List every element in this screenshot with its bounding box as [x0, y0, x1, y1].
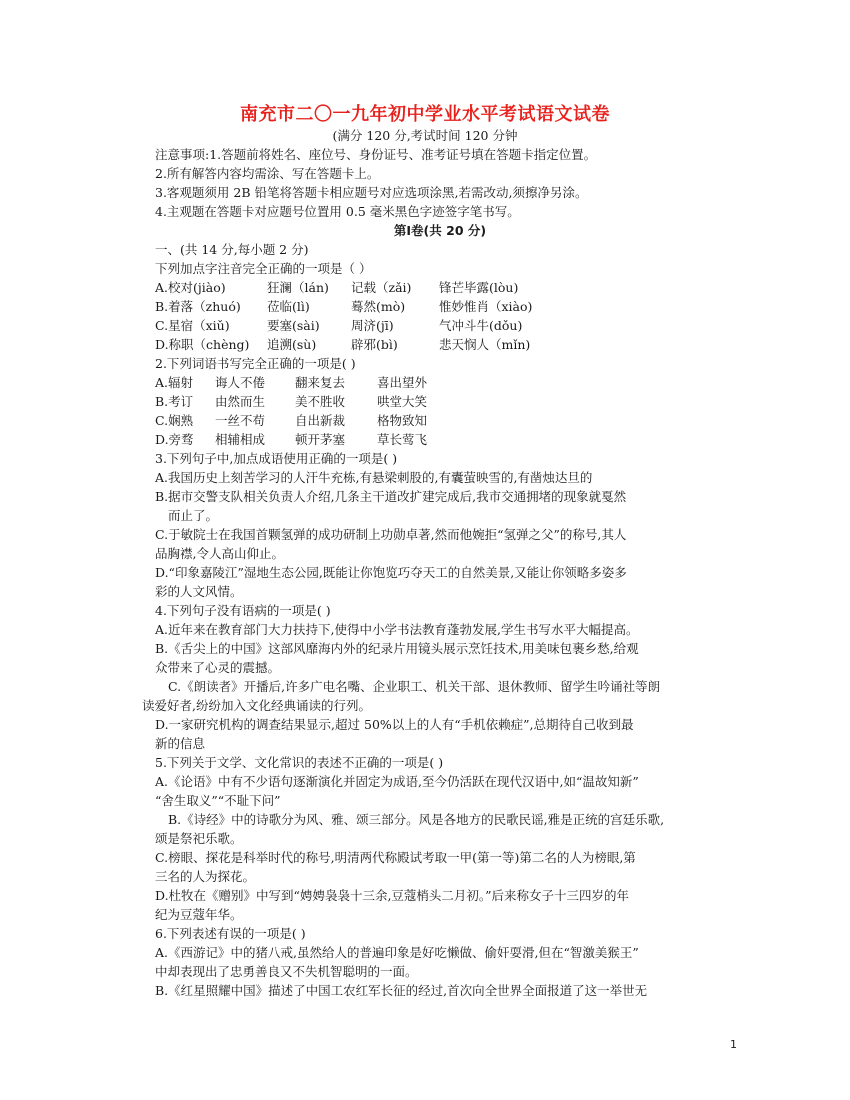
option-row — [155, 411, 725, 430]
option-item: 相辅相成 — [215, 432, 266, 447]
section-heading: 一、(共 14 分,每小题 2 分) — [155, 242, 309, 257]
option-continuation: 品胸襟,令人高山仰止。 — [155, 546, 284, 561]
exam-subtitle: (满分 120 分,考试时间 120 分钟 — [332, 128, 518, 143]
option-line: A.《论语》中有不少语句逐渐演化并固定为成语,至今仍活跃在现代汉语中,如“温故知新” — [155, 774, 639, 789]
note-line: 4.主观题在答题卡对应题号位置用 0.5 毫米黑色字迹签字笔书写。 — [155, 204, 520, 219]
option-line: B.《红星照耀中国》描述了中国工农红军长征的经过,首次向全世界全面报道了这一举世无 — [155, 983, 648, 998]
option-continuation: “舍生取义”“不耻下问” — [155, 793, 281, 808]
question-stem: 4.下列句子没有语病的一项是( ) — [155, 603, 331, 618]
option-item: 气冲斗牛(dǒu) — [439, 318, 523, 333]
note-line: 注意事项:1.答题前将姓名、座位号、身份证号、准考证号填在答题卡指定位置。 — [155, 147, 597, 162]
question-stem: 5.下列关于文学、文化常识的表述不正确的一项是( ) — [155, 755, 444, 770]
option-item: 要塞(sài) — [267, 318, 320, 333]
option-item: 狂澜（lán) — [267, 280, 329, 295]
option-line: A.我国历史上刻苦学习的人汗牛充栋,有悬梁刺股的,有囊萤映雪的,有凿烛达旦的 — [155, 470, 593, 485]
option-item: 记载（zǎi) — [351, 280, 412, 295]
option-row — [155, 373, 725, 392]
option-line: C.于敏院士在我国首颗氢弹的成功研制上功勋卓著,然而他婉拒“氢弹之父”的称号,其人 — [155, 527, 627, 542]
option-item: D.称职（chèng) — [155, 337, 250, 352]
option-line: A.近年来在教育部门大力扶持下,使得中小学书法教育蓬勃发展,学生书写水平大幅提高。 — [155, 622, 639, 637]
option-line: D.杜牧在《赠别》中写到“娉娉袅袅十三余,豆蔻梢头二月初。”后来称女子十三四岁的年 — [155, 888, 630, 903]
option-item: 惟妙惟肖（xiào) — [439, 299, 533, 314]
option-item: 由然而生 — [215, 394, 266, 409]
option-line: C.榜眼、探花是科举时代的称号,明清两代称殿试考取一甲(第一等)第二名的人为榜眼,第 — [155, 850, 636, 865]
option-item: 莅临(lì) — [267, 299, 310, 314]
option-continuation: 三名的人为探花。 — [155, 869, 256, 884]
option-item: 格物致知 — [377, 413, 428, 428]
option-line: B.《舌尖上的中国》这部风靡海内外的纪录片用镜头展示烹饪技术,用美味包裹乡愁,给观 — [155, 641, 639, 656]
option-continuation: 中却表现出了忠勇善良又不失机智聪明的一面。 — [155, 964, 418, 979]
volume-heading: 第Ⅰ卷(共 20 分) — [393, 223, 487, 238]
option-item: B.着落（zhuó) — [155, 299, 241, 314]
option-item: 顿开茅塞 — [295, 432, 346, 447]
option-item: 自出新裁 — [295, 413, 346, 428]
option-item: C.娴熟 — [155, 413, 194, 428]
question-stem: 3.下列句子中,加点成语使用正确的一项是( ) — [155, 451, 398, 466]
option-line: C.《朗读者》开播后,许多广电名嘴、企业职工、机关干部、退休教师、留学生吟诵社等朗 — [168, 679, 661, 694]
option-item: 追溯(sù) — [267, 337, 317, 352]
option-row — [155, 316, 725, 335]
option-line: B.《诗经》中的诗歌分为风、雅、颂三部分。风是各地方的民歌民谣,雅是正统的宫廷乐歌, — [168, 812, 665, 827]
option-item: 草长莺飞 — [377, 432, 428, 447]
option-item: 一丝不苟 — [215, 413, 266, 428]
option-item: 美不胜收 — [295, 394, 346, 409]
option-row — [155, 297, 725, 316]
exam-title: 南充市二〇一九年初中学业水平考试语文试卷 — [240, 104, 610, 125]
option-row — [155, 278, 725, 297]
option-item: 蓦然(mò) — [351, 299, 406, 314]
option-continuation: 读爱好者,纷纷加入文化经典诵读的行列。 — [142, 698, 371, 713]
option-item: 喜出望外 — [377, 375, 428, 390]
option-item: 诲人不倦 — [215, 375, 266, 390]
option-line: B.据市交警支队相关负责人介绍,几条主干道改扩建完成后,我市交通拥堵的现象就戛然 — [155, 489, 627, 504]
option-line: D.一家研究机构的调查结果显示,超过 50%以上的人有“手机依赖症”,总期待自己收到最 — [155, 717, 634, 732]
option-row — [155, 430, 725, 449]
option-continuation: 新的信息 — [155, 736, 206, 751]
option-line: D.“印象嘉陵江”湿地生态公园,既能让你饱览巧夺天工的自然美景,又能让你领略多姿多 — [155, 565, 627, 580]
option-row — [155, 392, 725, 411]
page-number: 1 — [730, 1038, 737, 1051]
option-continuation: 彩的人文风情。 — [155, 584, 243, 599]
option-item: 辟邪(bì) — [351, 337, 398, 352]
option-item: 哄堂大笑 — [377, 394, 428, 409]
note-line: 2.所有解答内容均需涂、写在答题卡上。 — [155, 166, 380, 181]
option-continuation: 而止了。 — [168, 508, 219, 523]
option-item: A.辐射 — [155, 375, 194, 390]
option-continuation: 纪为豆蔻年华。 — [155, 907, 243, 922]
option-line: A.《西游记》中的猪八戒,虽然给人的普遍印象是好吃懒做、偷奸耍滑,但在“智激美猴王” — [155, 945, 639, 960]
option-item: 周济(jī) — [351, 318, 394, 333]
option-row — [155, 335, 725, 354]
option-item: D.旁骛 — [155, 432, 194, 447]
option-item: C.星宿（xiǔ) — [155, 318, 230, 333]
option-continuation: 众带来了心灵的震撼。 — [155, 660, 281, 675]
option-item: A.校对(jiào) — [155, 280, 226, 295]
option-continuation: 颂是祭祀乐歌。 — [155, 831, 243, 846]
question-stem: 6.下列表述有误的一项是( ) — [155, 926, 306, 941]
option-item: 锋芒毕露(lòu) — [439, 280, 519, 295]
option-item: 悲天悯人（mǐn) — [439, 337, 531, 352]
exam-body — [142, 145, 725, 1000]
question-stem: 2.下列词语书写完全正确的一项是( ) — [155, 356, 356, 371]
question-stem: 下列加点字注音完全正确的一项是（ ） — [155, 261, 372, 276]
option-item: B.考订 — [155, 394, 194, 409]
note-line: 3.客观题须用 2B 铅笔将答题卡相应题号对应选项涂黑,若需改动,须擦净另涂。 — [155, 185, 588, 200]
option-item: 翻来复去 — [295, 375, 346, 390]
